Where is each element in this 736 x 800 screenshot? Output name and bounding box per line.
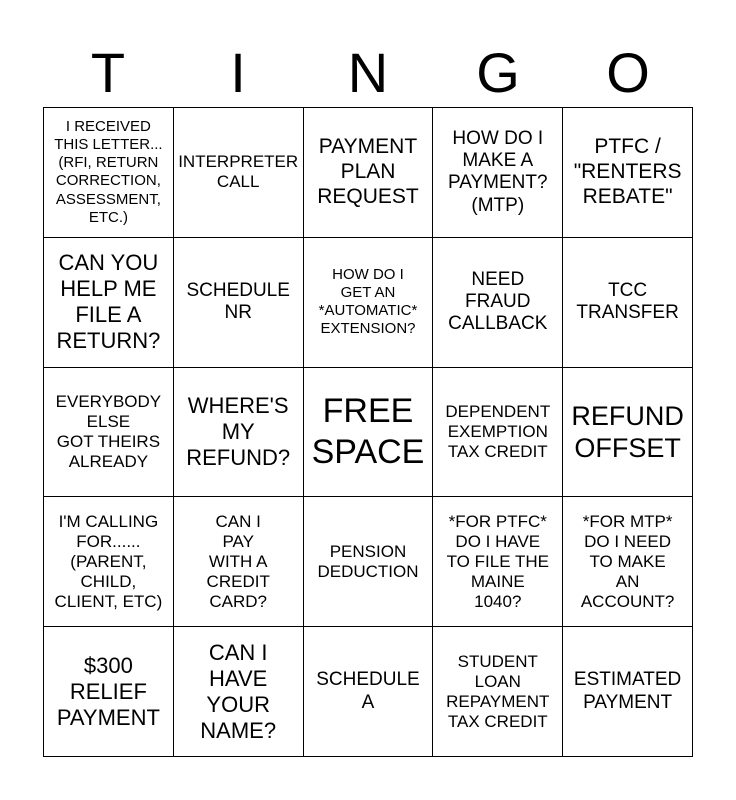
bingo-cell[interactable]: NEED FRAUD CALLBACK xyxy=(433,238,563,368)
bingo-cell[interactable]: CAN I PAY WITH A CREDIT CARD? xyxy=(174,497,304,627)
bingo-cell[interactable]: *FOR MTP* DO I NEED TO MAKE AN ACCOUNT? xyxy=(563,497,693,627)
bingo-cell[interactable]: PAYMENT PLAN REQUEST xyxy=(304,108,434,238)
bingo-cell[interactable]: EVERYBODY ELSE GOT THEIRS ALREADY xyxy=(44,368,174,498)
header-letter-o: O xyxy=(606,41,650,104)
header-letter-i: I xyxy=(230,41,246,104)
bingo-cell[interactable]: TCC TRANSFER xyxy=(563,238,693,368)
bingo-board xyxy=(43,107,693,757)
bingo-header xyxy=(43,40,693,106)
bingo-cell[interactable]: I RECEIVED THIS LETTER... (RFI, RETURN CORRECTION, ASSESSMENT, ETC.) xyxy=(44,108,174,238)
bingo-cell[interactable]: PTFC / "RENTERS REBATE" xyxy=(563,108,693,238)
bingo-cell[interactable]: I'M CALLING FOR...... (PARENT, CHILD, CLIENT, ETC) xyxy=(44,497,174,627)
bingo-cell[interactable]: HOW DO I GET AN *AUTOMATIC* EXTENSION? xyxy=(304,238,434,368)
bingo-cell[interactable]: HOW DO I MAKE A PAYMENT? (MTP) xyxy=(433,108,563,238)
bingo-cell[interactable]: SCHEDULE A xyxy=(304,627,434,757)
bingo-cell[interactable]: $300 RELIEF PAYMENT xyxy=(44,627,174,757)
bingo-cell[interactable]: PENSION DEDUCTION xyxy=(304,497,434,627)
bingo-cell[interactable]: REFUND OFFSET xyxy=(563,368,693,498)
bingo-cell[interactable]: STUDENT LOAN REPAYMENT TAX CREDIT xyxy=(433,627,563,757)
bingo-cell[interactable]: DEPENDENT EXEMPTION TAX CREDIT xyxy=(433,368,563,498)
header-letter-g: G xyxy=(476,41,520,104)
bingo-cell[interactable]: CAN YOU HELP ME FILE A RETURN? xyxy=(44,238,174,368)
bingo-cell[interactable]: *FOR PTFC* DO I HAVE TO FILE THE MAINE 1040? xyxy=(433,497,563,627)
bingo-cell[interactable]: SCHEDULE NR xyxy=(174,238,304,368)
header-letter-n: N xyxy=(347,41,389,104)
bingo-cell[interactable]: CAN I HAVE YOUR NAME? xyxy=(174,627,304,757)
header-letter-t: T xyxy=(90,41,126,104)
bingo-cell[interactable]: INTERPRETER CALL xyxy=(174,108,304,238)
bingo-cell[interactable]: WHERE'S MY REFUND? xyxy=(174,368,304,498)
free-space-cell[interactable]: FREE SPACE xyxy=(304,368,434,498)
bingo-cell[interactable]: ESTIMATED PAYMENT xyxy=(563,627,693,757)
